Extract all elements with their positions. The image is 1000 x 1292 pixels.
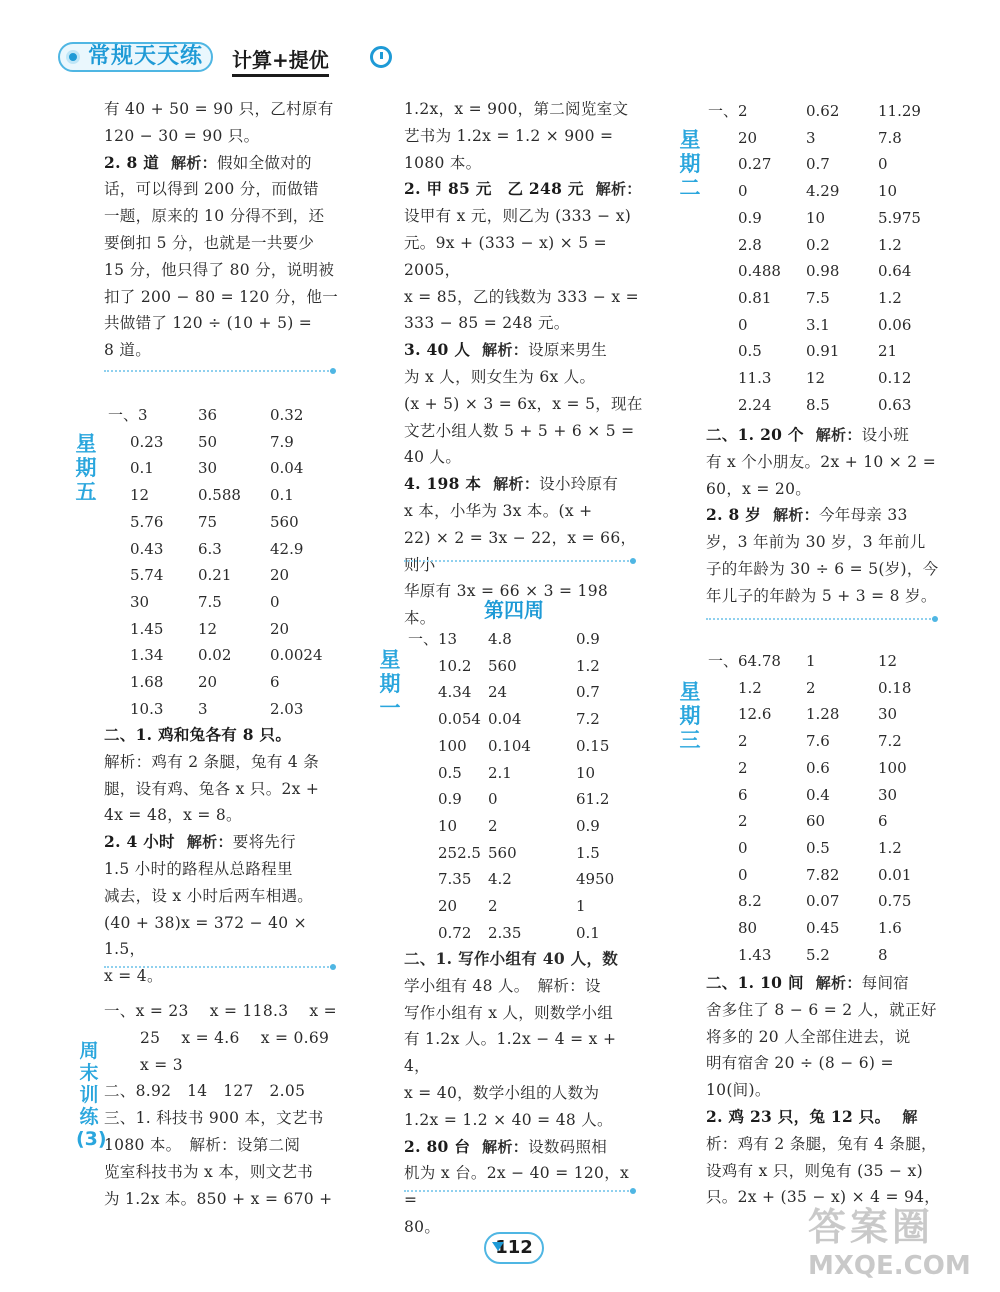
grid-cell: 21 [878, 342, 898, 361]
grid-cell: 3.1 [806, 315, 830, 334]
text-line: x 本，小华为 3x 本。(x + [404, 501, 593, 520]
day-label-wednesday: 星期三 [679, 680, 701, 752]
grid-cell: 0.9 [438, 790, 462, 809]
grid-cell: 0.64 [878, 262, 912, 281]
grid-cell: 12 [198, 619, 218, 638]
grid-cell: 0.0024 [270, 646, 323, 665]
text-line: 1.5 小时的路程从总路程里 [104, 859, 293, 878]
text-line: 设小班 [861, 426, 910, 444]
grid-cell: 20 [738, 128, 758, 147]
answer-block [104, 96, 344, 364]
answer-number: 2. 鸡 23 只，兔 12 只。 [706, 1106, 891, 1126]
grid-cell: 0.9 [576, 816, 600, 835]
grid-cell: 20 [270, 619, 290, 638]
day-label-monday: 星期一 [379, 648, 401, 720]
text-line: 为 1.2x 本。850 + x = 670 + [104, 1189, 333, 1208]
friday-word-problems [104, 722, 344, 990]
text-line: 舍多住了 8 − 6 = 2 人，就正好 [706, 1000, 937, 1019]
grid-cell: 0.6 [806, 758, 830, 777]
answer-line [104, 722, 344, 749]
grid-cell: 1.45 [130, 619, 164, 638]
grid-cell: 0.9 [738, 208, 762, 227]
text-line: 写作小组有 x 人，则数学小组 [404, 1003, 614, 1022]
text-line: x = 40，数学小组的人数为 [404, 1083, 600, 1102]
grid-cell: 1.68 [130, 673, 164, 692]
grid-cell: 0.5 [738, 342, 762, 361]
grid-cell: 4950 [576, 870, 615, 889]
grid-cell: 0.72 [438, 923, 472, 942]
grid-cell: 6 [738, 785, 748, 804]
page-number: 112 [484, 1232, 544, 1264]
page-marker-icon [492, 1242, 504, 1251]
answer-number: 二、1. 鸡和兔各有 8 只。 [104, 725, 292, 744]
text-line: 25 x = 4.6 x = 0.69 [140, 1028, 330, 1047]
grid-cell: 12 [878, 652, 898, 670]
weekend-answers [104, 998, 344, 1212]
grid-cell: 7.8 [878, 128, 902, 147]
text-line: 为 x 人，则女生为 6x 人。 [404, 367, 596, 386]
friday-answer-grid [108, 402, 323, 722]
text-line: 话，可以得到 200 分，而做错 [104, 180, 319, 199]
text-line: 今年母亲 33 [818, 506, 908, 525]
answer-line [104, 829, 344, 856]
week-title: 第四周 [484, 598, 544, 622]
grid-cell: 100 [438, 736, 467, 755]
grid-cell: 0.1 [130, 459, 154, 478]
answer-number: 2. 8 岁 [706, 505, 762, 525]
grid-cell: 0.06 [878, 315, 912, 334]
brand-logo [58, 42, 213, 72]
text-line: 设原来男生 [528, 341, 608, 360]
grid-cell: 5.2 [806, 945, 830, 964]
analysis-tag: 解析： [482, 1137, 529, 1156]
grid-cell: 0.04 [270, 459, 304, 478]
grid-cell: 0.7 [576, 683, 600, 702]
text-line: 有 1.2x 人。1.2x − 4 = x + 4， [404, 1030, 617, 1076]
watermark-url: MXQE.COM [808, 1251, 971, 1281]
grid-cell: 3 [806, 128, 816, 147]
grid-cell: 0.1 [270, 486, 294, 505]
text-line: 览室科技书为 x 本，则文艺书 [104, 1162, 314, 1181]
brand-title: 常规天天练 [88, 44, 204, 69]
grid-cell: 2.35 [488, 923, 522, 942]
grid-cell: 30 [878, 785, 898, 804]
grid-cell: 30 [130, 592, 150, 611]
grid-cell: 一、3 [108, 406, 148, 424]
text-line: 设甲有 x 元，则乙为 (333 − x) [404, 207, 632, 226]
grid-cell: 10.3 [130, 699, 164, 718]
text-line: 解析：鸡有 2 条腿，兔有 4 条 [104, 752, 320, 771]
analysis-tag: 解析： [815, 426, 862, 444]
grid-cell: 10 [878, 182, 898, 201]
analysis-tag: 解析： [171, 153, 217, 172]
grid-cell: 0.02 [198, 646, 232, 665]
wednesday-answer-grid [708, 648, 911, 968]
text-line: 10(间)。 [706, 1081, 771, 1100]
grid-cell: 252.5 [438, 843, 481, 862]
grid-cell: 0.5 [806, 838, 830, 857]
grid-cell: 2 [738, 812, 748, 831]
text-line: 22) × 2 = 3x − 22，x = 66，则小 [404, 528, 637, 574]
grid-cell: 8.2 [738, 892, 762, 911]
grid-cell: 42.9 [270, 539, 304, 558]
page-header [58, 38, 398, 78]
wednesday-word-problems [706, 970, 946, 1211]
grid-cell: 4.29 [806, 182, 840, 201]
grid-cell: 4.2 [488, 870, 512, 889]
grid-cell: 0 [488, 790, 498, 809]
grid-cell: 2 [488, 897, 498, 916]
grid-cell: 0.104 [488, 736, 531, 755]
grid-cell: 0.2 [806, 235, 830, 254]
text-line: 扣了 200 − 80 = 120 分，他一 [104, 287, 339, 306]
grid-cell: 24 [488, 683, 508, 702]
grid-cell: 8 [878, 945, 888, 964]
clock-icon [370, 46, 392, 68]
grid-cell: 11.3 [738, 369, 772, 388]
day-label-tuesday: 星期二 [679, 128, 701, 200]
text-line: 腿，设有鸡、兔各 x 只。2x + [104, 779, 320, 798]
answer-number: 二、1. 10 间 [706, 973, 804, 992]
grid-cell: 560 [488, 656, 517, 675]
text-line: 1080 本。 解析：设第二阅 [104, 1135, 301, 1154]
text-line: 华原有 3x = 66 × 3 = 198 本。 [404, 582, 609, 628]
text-line: 333 − 85 = 248 元。 [404, 314, 570, 333]
grid-cell: 2 [738, 732, 748, 751]
answer-number: 二、1. 20 个 [706, 425, 804, 444]
grid-cell: 0.7 [806, 155, 830, 174]
grid-cell: 0.98 [806, 262, 840, 281]
grid-cell: 0.12 [878, 369, 912, 388]
grid-cell: 5.76 [130, 512, 164, 531]
text-line: 析：鸡有 2 条腿，兔有 4 条腿， [706, 1134, 937, 1153]
grid-cell: 0.054 [438, 710, 481, 729]
grid-cell: 4.34 [438, 683, 472, 702]
grid-cell: 61.2 [576, 790, 610, 809]
logo-dot-icon [66, 50, 80, 64]
grid-cell: 20 [198, 673, 218, 692]
text-line: 机为 x 台。2x − 40 = 120，x = [404, 1164, 630, 1210]
answer-line [404, 337, 644, 364]
grid-cell: 1.2 [878, 838, 902, 857]
grid-cell: 0.27 [738, 155, 772, 174]
grid-cell: 2.8 [738, 235, 762, 254]
grid-cell: 2.03 [270, 699, 304, 718]
analysis-tag: 解析： [815, 974, 862, 992]
grid-cell: 10.2 [438, 656, 472, 675]
text-line: 文艺小组人数 5 + 5 + 6 × 5 = [404, 421, 635, 440]
grid-cell: 1 [576, 897, 586, 916]
grid-cell: 7.82 [806, 865, 840, 884]
grid-cell: 0 [270, 592, 280, 611]
grid-cell: 2 [488, 816, 498, 835]
answer-number: 2. 4 小时 [104, 832, 175, 852]
text-line: 40 人。 [404, 448, 462, 467]
grid-cell: 50 [198, 432, 218, 451]
text-line: 80。 [404, 1217, 441, 1236]
grid-cell: 2.1 [488, 763, 512, 782]
grid-cell: 0.18 [878, 678, 912, 697]
grid-cell: 7.2 [576, 710, 600, 729]
grid-cell: 12 [806, 369, 826, 388]
answer-line [706, 502, 946, 529]
grid-cell: 0.32 [270, 406, 304, 424]
text-line: 一、x = 23 x = 118.3 x = [104, 1002, 337, 1020]
grid-cell: 36 [198, 406, 218, 424]
text-line: 子的年龄为 30 ÷ 6 = 5(岁)，今 [706, 559, 939, 578]
analysis-tag: 解析： [595, 180, 642, 199]
grid-cell: 0.9 [576, 630, 600, 648]
grid-cell: 一、13 [408, 630, 458, 648]
answer-line [706, 970, 946, 997]
text-line: 共做错了 120 ÷ (10 + 5) = [104, 314, 313, 333]
text-line: (40 + 38)x = 372 − 40 × 1.5， [104, 913, 307, 959]
text-line: 设数码照相 [528, 1137, 608, 1156]
text-line: 设鸡有 x 只，则兔有 (35 − x) [706, 1161, 923, 1180]
text-line: 有 40 + 50 = 90 只，乙村原有 [104, 100, 334, 118]
grid-cell: 1.2 [878, 235, 902, 254]
text-line: 有 x 个小朋友。2x + 10 × 2 = [706, 452, 936, 471]
text-line: 15 分，他只得了 80 分，说明被 [104, 260, 335, 279]
text-line: 二、8.92 14 127 2.05 [104, 1082, 306, 1101]
grid-cell: 80 [738, 919, 758, 938]
section-divider [104, 370, 332, 372]
text-line: 年儿子的年龄为 5 + 3 = 8 岁。 [706, 586, 937, 605]
grid-cell: 0 [878, 155, 888, 174]
day-label-friday: 星期五 [75, 432, 97, 504]
grid-cell: 6.3 [198, 539, 222, 558]
text-line: 艺书为 1.2x = 1.2 × 900 = [404, 126, 614, 145]
analysis-tag: 解析： [186, 833, 233, 852]
grid-cell: 75 [198, 512, 218, 531]
grid-cell: 560 [270, 512, 299, 531]
section-divider [104, 966, 332, 968]
grid-cell: 0.4 [806, 785, 830, 804]
grid-cell: 7.2 [878, 732, 902, 751]
text-line: 一题，原来的 10 分得不到，还 [104, 207, 325, 226]
grid-cell: 7.5 [806, 288, 830, 307]
grid-cell: 0.81 [738, 288, 772, 307]
grid-cell: 1.28 [806, 705, 840, 724]
analysis-tag: 解析： [493, 475, 540, 494]
grid-cell: 0.75 [878, 892, 912, 911]
text-line: 三、1. 科技书 900 本，文艺书 [104, 1109, 324, 1128]
grid-cell: 7.9 [270, 432, 294, 451]
grid-cell: 12 [130, 486, 150, 505]
grid-cell: 0 [738, 865, 748, 884]
monday-word-problems [404, 946, 644, 1241]
grid-cell: 3 [198, 699, 208, 718]
grid-cell: 1.2 [878, 288, 902, 307]
section-divider [404, 1190, 632, 1192]
answer-line [104, 150, 344, 177]
grid-cell: 0.1 [576, 923, 600, 942]
text-line: 岁，3 年前为 30 岁，3 年前儿 [706, 533, 926, 552]
watermark [808, 1196, 998, 1288]
answer-line [706, 422, 946, 449]
tuesday-answer-grid [708, 98, 921, 418]
answer-line [404, 471, 644, 498]
grid-cell: 10 [438, 816, 458, 835]
answer-line [404, 1134, 644, 1161]
grid-cell: 30 [198, 459, 218, 478]
grid-cell: 0.07 [806, 892, 840, 911]
answer-line [404, 176, 644, 203]
grid-cell: 2.24 [738, 395, 772, 414]
text-line: 4x = 48，x = 8。 [104, 806, 242, 825]
grid-cell: 0.588 [198, 486, 241, 505]
text-line: 1.2x，x = 900，第二阅览室文 [404, 100, 629, 118]
text-line: 只。2x + (35 − x) × 4 = 94， [706, 1188, 941, 1207]
text-line: x = 85，乙的钱数为 333 − x = [404, 287, 639, 306]
grid-cell: 1.43 [738, 945, 772, 964]
grid-cell: 0.01 [878, 865, 912, 884]
analysis-tag: 解析： [482, 341, 529, 360]
grid-cell: 1.5 [576, 843, 600, 862]
text-line: 60，x = 20。 [706, 479, 812, 498]
grid-cell: 1.2 [738, 678, 762, 697]
answer-number: 2. 80 台 [404, 1136, 471, 1156]
grid-cell: 0.5 [438, 763, 462, 782]
grid-cell: 0 [738, 315, 748, 334]
text-line: 减去，设 x 小时后两车相遇。 [104, 886, 314, 905]
answer-number: 2. 8 道 [104, 152, 160, 172]
grid-cell: 5.74 [130, 566, 164, 585]
answer-number: 2. 甲 85 元 乙 248 元 [404, 179, 584, 199]
text-line: 要将先行 [232, 833, 296, 852]
watermark-text: 答案圈 [808, 1205, 935, 1249]
grid-cell: 10 [576, 763, 596, 782]
grid-cell: 30 [878, 705, 898, 724]
grid-cell: 0.21 [198, 566, 232, 585]
grid-cell: 5.975 [878, 208, 921, 227]
text-line: 120 − 30 = 90 只。 [104, 126, 260, 145]
monday-answer-grid [408, 626, 614, 946]
text-line: (x + 5) × 3 = 6x，x = 5，现在 [404, 394, 643, 413]
grid-cell: 560 [488, 843, 517, 862]
grid-cell: 6 [878, 812, 888, 831]
weekend-training-label: 周末训练(3) [76, 1040, 107, 1150]
grid-cell: 0.63 [878, 395, 912, 414]
answer-number: 4. 198 本 [404, 474, 482, 494]
grid-cell: 一、64.78 [708, 652, 781, 670]
grid-cell: 12.6 [738, 705, 772, 724]
grid-cell: 11.29 [878, 102, 921, 120]
grid-cell: 0.62 [806, 102, 840, 120]
grid-cell: 1 [806, 652, 816, 670]
grid-cell: 0.04 [488, 710, 522, 729]
section-divider [404, 560, 632, 562]
grid-cell: 7.6 [806, 732, 830, 751]
grid-cell: 1.2 [576, 656, 600, 675]
text-line: 二、1. 写作小组有 40 人，数 [404, 949, 619, 968]
grid-cell: 6 [270, 673, 280, 692]
grid-cell: 2 [738, 758, 748, 777]
text-line: 8 道。 [104, 341, 151, 360]
column-1 [104, 96, 344, 364]
grid-cell: 0.23 [130, 432, 164, 451]
text-line: x = 3 [140, 1055, 183, 1074]
grid-cell: 2 [806, 678, 816, 697]
text-line: 要倒扣 5 分，也就是一共要少 [104, 233, 315, 252]
text-line: 1.2x = 1.2 × 40 = 48 人。 [404, 1110, 613, 1129]
text-line: 学小组有 48 人。 解析：设 [404, 976, 601, 995]
grid-cell: 0 [738, 182, 748, 201]
grid-cell: 一、2 [708, 102, 748, 120]
tuesday-word-problems [706, 422, 946, 610]
analysis-tag: 解析： [773, 506, 819, 525]
text-line: x = 4。 [104, 967, 163, 986]
grid-cell: 8.5 [806, 395, 830, 414]
analysis-tag: 解 [902, 1107, 918, 1126]
grid-cell: 10 [806, 208, 826, 227]
grid-cell: 20 [270, 566, 290, 585]
text-line: 1080 本。 [404, 153, 482, 172]
grid-cell: 100 [878, 758, 907, 777]
text-line: 将多的 20 人全部住进去，说 [706, 1027, 911, 1046]
grid-cell: 0 [738, 838, 748, 857]
grid-cell: 7.35 [438, 870, 472, 889]
grid-cell: 4.8 [488, 630, 512, 648]
text-line: 假如全做对的 [216, 153, 312, 172]
brand-subtitle: 计算+提优 [232, 44, 329, 77]
grid-cell: 0.43 [130, 539, 164, 558]
answer-line [706, 1104, 946, 1131]
column-2 [404, 96, 644, 632]
section-divider [706, 618, 934, 620]
grid-cell: 7.5 [198, 592, 222, 611]
text-line: 明有宿舍 20 ÷ (8 − 6) = [706, 1054, 894, 1073]
grid-cell: 0.91 [806, 342, 840, 361]
text-line: 元。9x + (333 − x) × 5 = 2005， [404, 233, 607, 279]
text-line: 每间宿 [861, 974, 910, 992]
grid-cell: 60 [806, 812, 826, 831]
grid-cell: 1.34 [130, 646, 164, 665]
grid-cell: 0.45 [806, 919, 840, 938]
grid-cell: 0.15 [576, 736, 610, 755]
grid-cell: 1.6 [878, 919, 902, 938]
text-line: 设小玲原有 [539, 475, 619, 494]
grid-cell: 20 [438, 897, 458, 916]
answer-number: 3. 40 人 [404, 340, 471, 360]
grid-cell: 0.488 [738, 262, 781, 281]
